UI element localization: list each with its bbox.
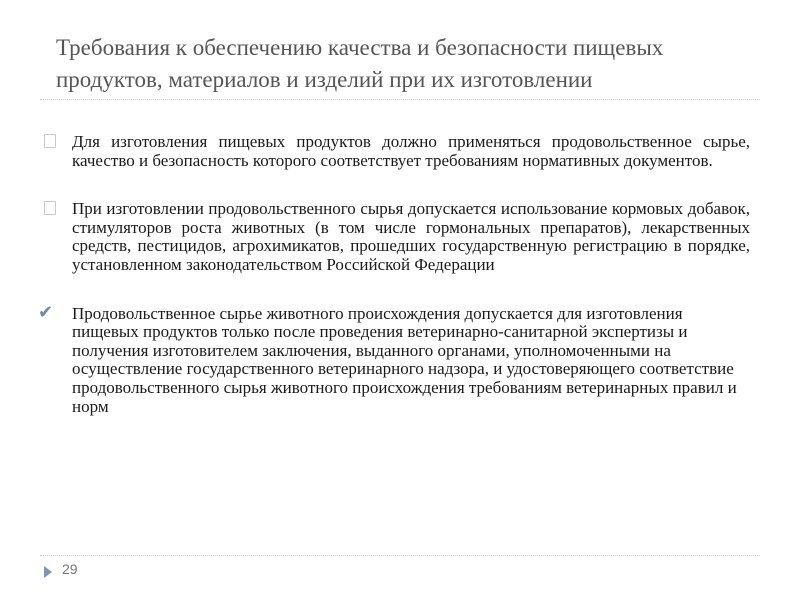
title-divider — [40, 99, 760, 100]
bullet-text: Продовольственное сырье животного происхождения допускается для изготовления пищевых продуктов только после проведения ветеринарно-санитарной экспертизы и получения изготовителем заключения, выданного органами, уполномоченными на осуществление государственного ветеринарного надзора, и удостоверяющего соответствие продовольственного сырья животного происхождения требованиям ветеринарных правил и норм — [72, 303, 737, 416]
bullet-item — [38, 301, 750, 417]
bullet-list — [0, 133, 800, 416]
slide-title: Требования к обеспечению качества и безопасности пищевых продуктов, материалов и изделий при их изготовлении — [56, 35, 664, 92]
bullet-item — [72, 200, 750, 274]
bullet-text: При изготовлении продовольственного сырья допускается использование кормовых добавок, стимуляторов роста животных (в том числе гормональных препаратов), лекарственных средств, пестицидов, агрохимикатов, прошедших государственную регистрацию в порядке, установленном законодательством Российской Федерации — [72, 199, 750, 274]
footer-divider — [40, 555, 760, 556]
page-number: 29 — [62, 561, 78, 577]
triangle-arrow-icon — [44, 566, 52, 578]
square-bullet-icon — [44, 201, 56, 215]
bullet-text: Для изготовления пищевых продуктов должно применяться продовольственное сырье, качество и безопасность которого соответствует требованиям нормативных документов. — [72, 132, 750, 170]
checkmark-icon: ✔ — [38, 301, 54, 323]
square-bullet-icon — [44, 134, 56, 148]
bullet-item — [72, 133, 750, 170]
